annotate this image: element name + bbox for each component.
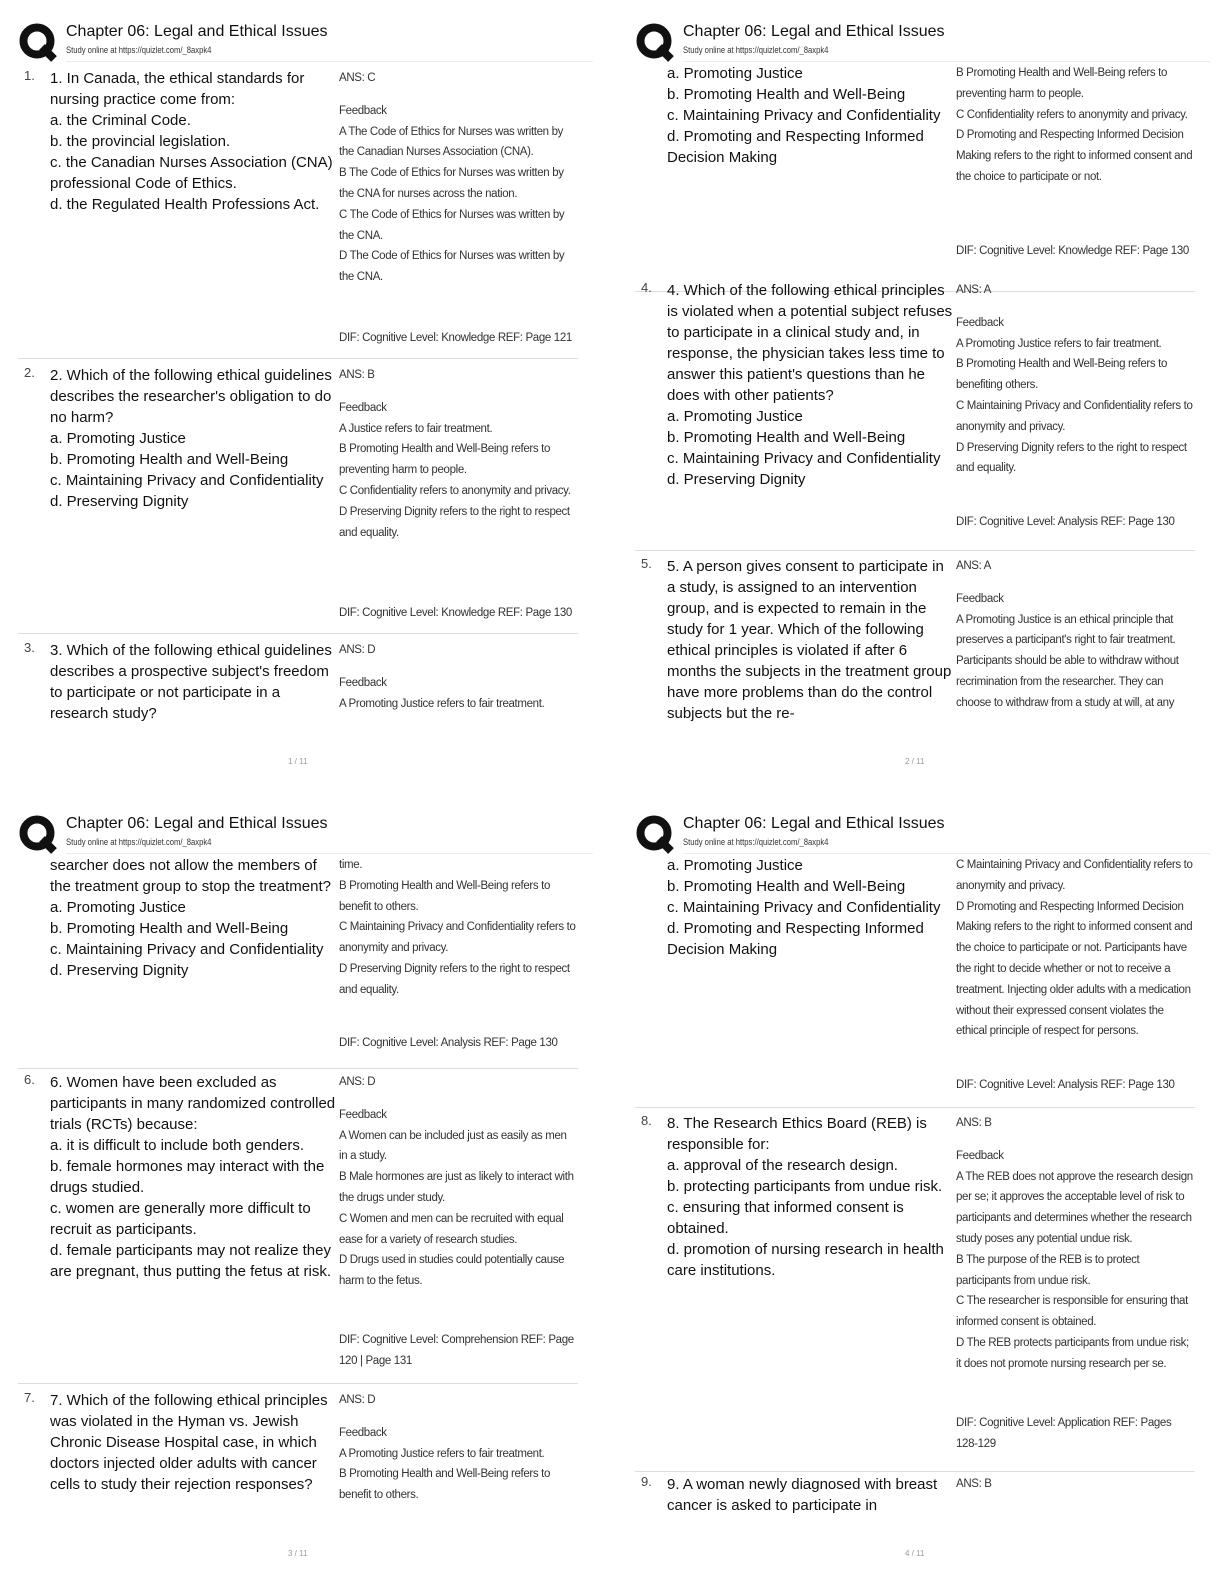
feedback-d: D Preserving Dignity refers to the right to respect and equality. <box>339 505 570 539</box>
question-stem: 3. Which of the following ethical guidelines describes a prospective subject's freedom to participate or not participate in a research study? <box>50 642 332 722</box>
question-text <box>667 63 955 168</box>
question-text <box>50 1072 338 1282</box>
feedback-a: A Promoting Justice refers to fair treatment. <box>339 697 545 710</box>
question-number: 4. <box>641 280 652 295</box>
chapter-title: Chapter 06: Legal and Ethical Issues <box>66 815 328 832</box>
feedback-c: C Maintaining Privacy and Confidentiality refers to anonymity and privacy. <box>956 859 1193 892</box>
difficulty-ref: DIF: Cognitive Level: Knowledge REF: Page 121 <box>339 332 572 344</box>
quizlet-logo-icon <box>18 814 58 854</box>
question-stem: 7. Which of the following ethical principles was violated in the Hyman vs. Jewish Chronic Disease Hospital case, in which doctors injected older adults with cancer cells to study their rejection responses? <box>50 1392 328 1493</box>
feedback-a: A Promoting Justice refers to fair treatment. <box>956 337 1162 350</box>
question-stem: 1. In Canada, the ethical standards for nursing practice come from: <box>50 70 305 108</box>
feedback-d: D The Code of Ethics for Nurses was written by the CNA. <box>339 250 565 284</box>
question-row-4 <box>635 280 1195 551</box>
feedback-d: D The REB protects participants from undue risk; it does not promote nursing research per se. <box>956 1336 1189 1370</box>
question-row-5-cont <box>18 855 578 1069</box>
document-page-4 <box>635 810 1210 1560</box>
difficulty-ref: DIF: Cognitive Level: Application REF: Pages 128-129 <box>956 1417 1172 1450</box>
question-row-7 <box>18 1390 578 1530</box>
question-text <box>667 1113 955 1281</box>
question-row-9 <box>635 1474 1195 1534</box>
answer-column <box>339 855 577 1049</box>
option-b: b. the provincial legislation. <box>50 133 231 150</box>
header-divider <box>66 61 593 62</box>
page-number: 3 / 11 <box>288 1549 308 1558</box>
feedback-c: C Women and men can be recruited with equal ease for a variety of research studies. <box>339 1212 564 1246</box>
feedback-label: Feedback <box>339 1426 387 1439</box>
page-header <box>18 18 593 64</box>
difficulty-ref: DIF: Cognitive Level: Knowledge REF: Page 130 <box>956 245 1189 257</box>
feedback-c: C The researcher is responsible for ensuring that informed consent is obtained. <box>956 1295 1188 1329</box>
answer-column <box>339 640 577 714</box>
question-number: 3. <box>24 640 35 655</box>
option-d: d. the Regulated Health Professions Act. <box>50 196 320 213</box>
question-number: 5. <box>641 556 652 571</box>
question-row-3-cont <box>635 63 1195 292</box>
question-stem: searcher does not allow the members of the treatment group to stop the treatment? <box>50 857 332 895</box>
option-d: d. Promoting and Respecting Informed Decision Making <box>667 128 924 166</box>
question-row-7-cont <box>635 855 1195 1108</box>
option-d: d. female participants may not realize they are pregnant, thus putting the fetus at risk. <box>50 1242 332 1280</box>
answer-key: ANS: C <box>339 72 376 84</box>
option-c: c. Maintaining Privacy and Confidentiality <box>667 107 941 124</box>
feedback-b: B The Code of Ethics for Nurses was written by the CNA for nurses across the nation. <box>339 167 564 200</box>
option-c: c. Maintaining Privacy and Confidentiality <box>667 450 941 467</box>
page-header <box>635 810 1210 856</box>
header-divider <box>683 853 1210 854</box>
question-text <box>50 640 338 724</box>
quizlet-logo-icon <box>18 22 58 62</box>
option-a: a. Promoting Justice <box>50 899 186 916</box>
feedback-label: Feedback <box>956 592 1004 605</box>
feedback-b: B Promoting Health and Well-Being refers to preventing harm to people. <box>956 67 1168 100</box>
answer-key: ANS: A <box>956 284 991 296</box>
question-stem: 4. Which of the following ethical principles is violated when a potential subject refuses to participate in a clinical study and, in response, the physician takes less time to answer this patient's questions than he does with other patients? <box>667 282 953 404</box>
feedback-label: Feedback <box>339 104 387 117</box>
option-c: c. Maintaining Privacy and Confidentiality <box>50 472 324 489</box>
answer-column <box>956 1474 1194 1495</box>
question-stem: 9. A woman newly diagnosed with breast cancer is asked to participate in <box>667 1476 938 1514</box>
question-number: 7. <box>24 1390 35 1405</box>
question-text <box>50 365 338 512</box>
page-number: 2 / 11 <box>905 757 925 766</box>
feedback-a: A Promoting Justice is an ethical principle that preserves a participant's right to fair treatment. Participants should be able to withdraw without recrimination from the researcher. They can choose to withdraw from a study at will, at any <box>956 613 1179 709</box>
answer-key: ANS: D <box>339 1394 376 1406</box>
question-row-5 <box>635 556 1195 736</box>
option-b: b. Promoting Health and Well-Being <box>667 429 906 446</box>
option-a: a. it is difficult to include both genders. <box>50 1137 305 1154</box>
feedback-d: D Preserving Dignity refers to the right to respect and equality. <box>339 962 570 996</box>
option-c: c. ensuring that informed consent is obtained. <box>667 1199 904 1237</box>
feedback-b: B Promoting Health and Well-Being refers to benefiting others. <box>956 358 1168 392</box>
option-d: d. Preserving Dignity <box>50 493 189 510</box>
feedback-a-cont: time. <box>339 859 363 871</box>
question-number: 1. <box>24 68 35 83</box>
question-stem: 2. Which of the following ethical guidelines describes the researcher's obligation to do no harm? <box>50 367 332 426</box>
answer-key: ANS: D <box>339 644 376 656</box>
question-text <box>667 855 955 960</box>
page-number: 1 / 11 <box>288 757 308 766</box>
feedback-c: C Maintaining Privacy and Confidentiality refers to anonymity and privacy. <box>956 399 1193 433</box>
option-c: c. Maintaining Privacy and Confidentiality <box>50 941 324 958</box>
question-row-8 <box>635 1113 1195 1472</box>
study-online-link[interactable]: Study online at https://quizlet.com/_8axpk4 <box>66 45 212 55</box>
question-text <box>50 855 338 981</box>
option-d: d. Preserving Dignity <box>667 471 806 488</box>
chapter-title: Chapter 06: Legal and Ethical Issues <box>683 23 945 40</box>
option-a: a. Promoting Justice <box>667 408 803 425</box>
feedback-c: C Confidentiality refers to anonymity and privacy. <box>339 484 571 497</box>
option-a: a. approval of the research design. <box>667 1157 898 1174</box>
feedback-b: B Promoting Health and Well-Being refers to preventing harm to people. <box>339 443 551 477</box>
feedback-a: A Justice refers to fair treatment. <box>339 422 493 435</box>
question-number: 2. <box>24 365 35 380</box>
feedback-a: A Promoting Justice refers to fair treatment. <box>339 1447 545 1460</box>
option-d: d. promotion of nursing research in health care institutions. <box>667 1241 944 1279</box>
study-online-link[interactable]: Study online at https://quizlet.com/_8axpk4 <box>66 837 212 847</box>
answer-column <box>339 365 577 619</box>
feedback-d: D Promoting and Respecting Informed Decision Making refers to the right to informed consent and the choice to participate or not. Participants have the right to decide whether or not to receive a treatment. Injecting older adults with a medication without their expressed consent violates the ethical principle of respect for persons. <box>956 900 1193 1038</box>
option-a: a. the Criminal Code. <box>50 112 191 129</box>
feedback-b: B Promoting Health and Well-Being refers to benefit to others. <box>339 1468 551 1502</box>
question-stem: 6. Women have been excluded as participants in many randomized controlled trials (RCTs) because: <box>50 1074 336 1133</box>
difficulty-ref: DIF: Cognitive Level: Comprehension REF: Page 120 | Page 131 <box>339 1334 574 1367</box>
answer-column <box>339 68 577 344</box>
option-b: b. Promoting Health and Well-Being <box>667 86 906 103</box>
question-text <box>50 68 338 215</box>
question-number: 9. <box>641 1474 652 1489</box>
option-b: b. Promoting Health and Well-Being <box>667 878 906 895</box>
chapter-title: Chapter 06: Legal and Ethical Issues <box>683 815 945 832</box>
feedback-c: C Maintaining Privacy and Confidentiality refers to anonymity and privacy. <box>339 921 576 955</box>
question-row-2 <box>18 365 578 634</box>
document-page-2 <box>635 18 1210 768</box>
feedback-b: B Promoting Health and Well-Being refers to benefit to others. <box>339 879 551 913</box>
option-d: d. Preserving Dignity <box>50 962 189 979</box>
feedback-label: Feedback <box>339 401 387 414</box>
answer-column <box>956 855 1194 1091</box>
feedback-label: Feedback <box>956 1149 1004 1162</box>
answer-column <box>956 556 1194 714</box>
feedback-b: B Male hormones are just as likely to interact with the drugs under study. <box>339 1171 574 1204</box>
question-number: 6. <box>24 1072 35 1087</box>
chapter-title: Chapter 06: Legal and Ethical Issues <box>66 23 328 40</box>
answer-key: ANS: B <box>956 1478 992 1490</box>
feedback-d: D Promoting and Respecting Informed Decision Making refers to the right to informed consent and the choice to participate or not. <box>956 129 1193 183</box>
answer-key: ANS: A <box>956 560 991 572</box>
difficulty-ref: DIF: Cognitive Level: Analysis REF: Page 130 <box>339 1037 558 1049</box>
difficulty-ref: DIF: Cognitive Level: Knowledge REF: Page 130 <box>339 607 572 619</box>
feedback-a: A Women can be included just as easily as men in a study. <box>339 1129 567 1163</box>
difficulty-ref: DIF: Cognitive Level: Analysis REF: Page 130 <box>956 1079 1175 1091</box>
page-header <box>18 810 593 856</box>
feedback-label: Feedback <box>339 676 387 689</box>
feedback-label: Feedback <box>956 316 1004 329</box>
document-page-1 <box>18 18 593 768</box>
question-text <box>667 1474 955 1516</box>
answer-column <box>956 63 1194 257</box>
feedback-a: A The Code of Ethics for Nurses was written by the Canadian Nurses Association (CNA). <box>339 125 564 159</box>
answer-column <box>956 1113 1194 1450</box>
study-online-link[interactable]: Study online at https://quizlet.com/_8axpk4 <box>683 45 829 55</box>
option-b: b. female hormones may interact with the drugs studied. <box>50 1158 325 1196</box>
answer-column <box>956 280 1194 528</box>
question-text <box>667 556 955 724</box>
difficulty-ref: DIF: Cognitive Level: Analysis REF: Page 130 <box>956 516 1175 528</box>
option-c: c. women are generally more difficult to recruit as participants. <box>50 1200 311 1238</box>
option-b: b. Promoting Health and Well-Being <box>50 920 289 937</box>
question-text <box>50 1390 338 1495</box>
page-number: 4 / 11 <box>905 1549 925 1558</box>
option-b: b. protecting participants from undue risk. <box>667 1178 943 1195</box>
feedback-label: Feedback <box>339 1108 387 1121</box>
option-d: d. Promoting and Respecting Informed Decision Making <box>667 920 924 958</box>
feedback-a: A The REB does not approve the research design per se; it approves the acceptable level of risk to participants and determines whether the research study poses any potential undue risk. <box>956 1170 1193 1245</box>
study-online-link[interactable]: Study online at https://quizlet.com/_8axpk4 <box>683 837 829 847</box>
answer-key: ANS: B <box>956 1117 992 1129</box>
answer-column <box>339 1390 577 1506</box>
question-row-3 <box>18 640 578 740</box>
question-number: 8. <box>641 1113 652 1128</box>
option-c: c. Maintaining Privacy and Confidentiality <box>667 899 941 916</box>
header-divider <box>66 853 593 854</box>
feedback-c: C The Code of Ethics for Nurses was written by the CNA. <box>339 208 565 242</box>
question-stem: 5. A person gives consent to participate in a study, is assigned to an intervention group, and is expected to remain in the study for 1 year. Which of the following ethical principles is violated if after 6 months the subjects in the treatment group have more problems than do the control subjects but the re- <box>667 558 952 722</box>
feedback-c: C Confidentiality refers to anonymity and privacy. <box>956 108 1188 121</box>
option-a: a. Promoting Justice <box>667 857 803 874</box>
quizlet-logo-icon <box>635 22 675 62</box>
answer-key: ANS: B <box>339 369 375 381</box>
answer-key: ANS: D <box>339 1076 376 1088</box>
option-a: a. Promoting Justice <box>50 430 186 447</box>
document-page-3 <box>18 810 593 1560</box>
question-text <box>667 280 955 490</box>
option-b: b. Promoting Health and Well-Being <box>50 451 289 468</box>
answer-column <box>339 1072 577 1367</box>
question-stem: 8. The Research Ethics Board (REB) is responsible for: <box>667 1115 927 1153</box>
feedback-b: B The purpose of the REB is to protect participants from undue risk. <box>956 1253 1140 1287</box>
page-header <box>635 18 1210 64</box>
option-a: a. Promoting Justice <box>667 65 803 82</box>
question-row-6 <box>18 1072 578 1384</box>
feedback-d: D Drugs used in studies could potentially cause harm to the fetus. <box>339 1254 565 1288</box>
question-row-1 <box>18 68 578 359</box>
quizlet-logo-icon <box>635 814 675 854</box>
header-divider <box>683 61 1210 62</box>
option-c: c. the Canadian Nurses Association (CNA) professional Code of Ethics. <box>50 154 333 192</box>
feedback-d: D Preserving Dignity refers to the right to respect and equality. <box>956 441 1187 475</box>
